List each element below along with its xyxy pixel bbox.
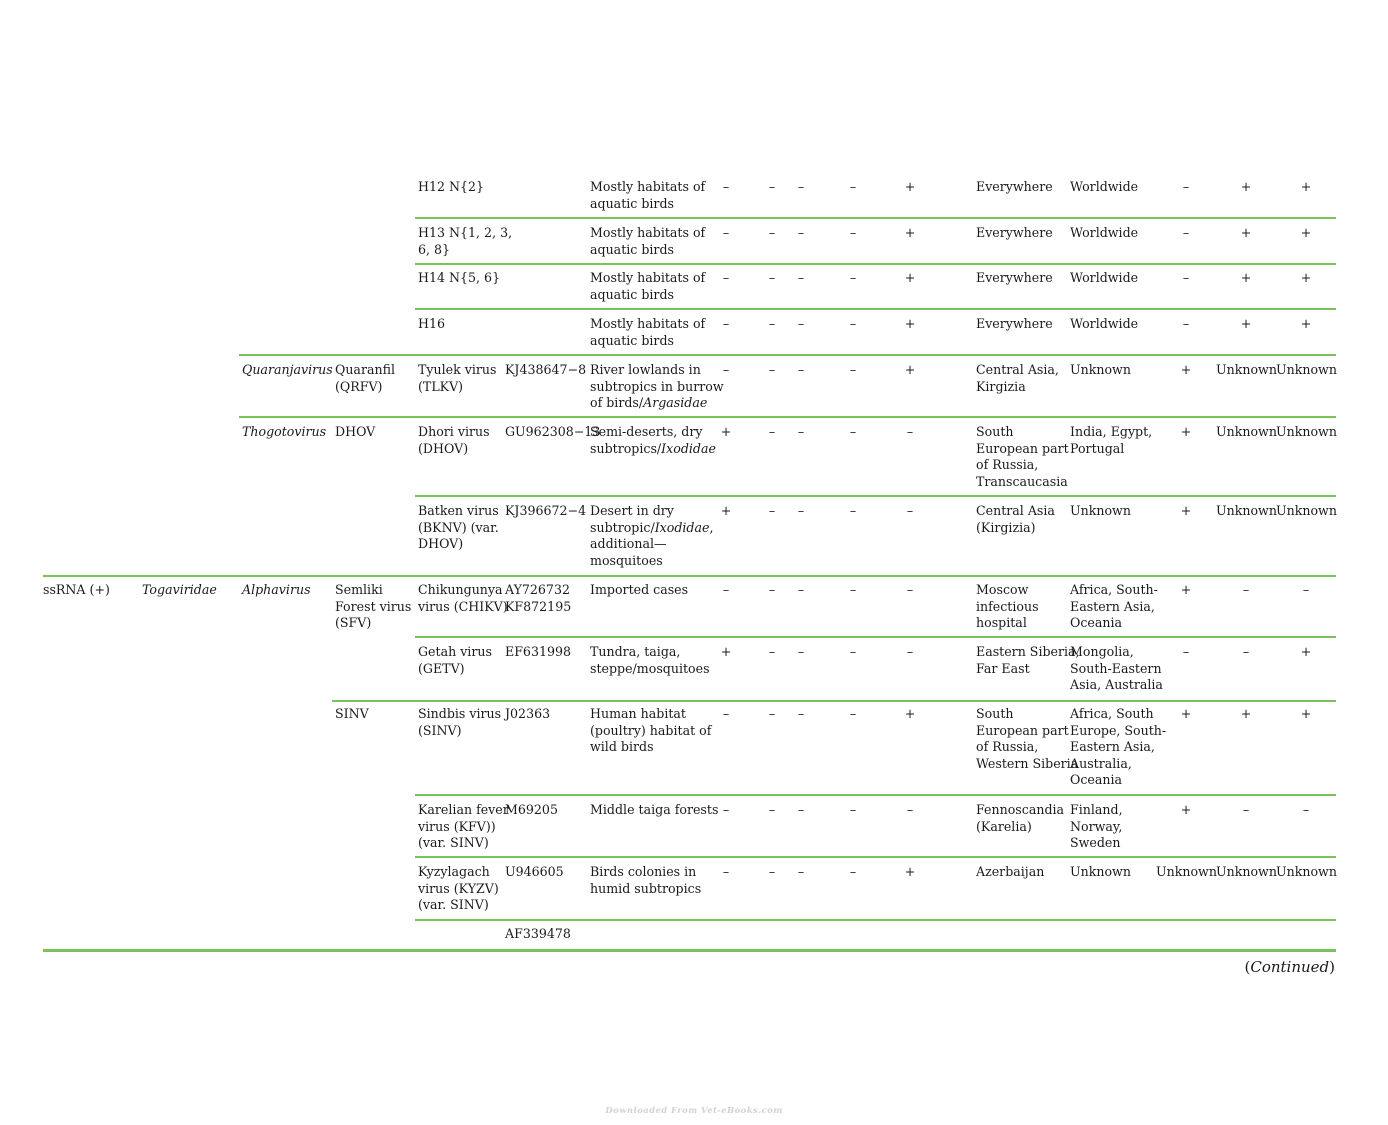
- cell-distribution-world: Africa, South Europe, South- Eastern Asia, Australia, Oceania: [1070, 706, 1167, 788]
- cell-c2: Unknown: [1216, 503, 1277, 518]
- row-divider: [43, 575, 1336, 577]
- cell-genus: Quaranjavirus: [242, 362, 333, 377]
- cell-p3: –: [797, 644, 805, 659]
- cell-distribution-world: Africa, South- Eastern Asia, Oceania: [1070, 582, 1158, 631]
- cell-p3: –: [797, 864, 805, 879]
- cell-distribution-world: Finland, Norway, Sweden: [1070, 802, 1123, 851]
- cell-name: H13 N{1, 2, 3, 6, 8}: [418, 225, 513, 257]
- cell-p1: +: [720, 644, 732, 659]
- row-divider: [239, 354, 1336, 356]
- cell-distribution-world: Unknown: [1070, 864, 1131, 879]
- cell-p1: –: [722, 582, 730, 597]
- cell-p1: –: [722, 270, 730, 285]
- cell-c3: +: [1300, 179, 1312, 194]
- cell-p4: –: [849, 864, 857, 879]
- cell-c3: +: [1300, 316, 1312, 331]
- cell-distribution-world: Worldwide: [1070, 270, 1139, 285]
- cell-distribution-russia: South European part of Russia, Transcaucasia: [976, 424, 1069, 489]
- cell-c2: Unknown: [1216, 424, 1277, 439]
- cell-name: H16: [418, 316, 446, 331]
- cell-distribution-world: India, Egypt, Portugal: [1070, 424, 1153, 456]
- row-divider: [415, 217, 1336, 219]
- row-divider: [415, 919, 1336, 921]
- cell-c1: Unknown: [1156, 864, 1217, 879]
- cell-c2: Unknown: [1216, 864, 1277, 879]
- cell-c1: –: [1182, 179, 1190, 194]
- cell-accession: AF339478: [505, 926, 571, 941]
- cell-c2: +: [1240, 225, 1252, 240]
- cell-accession: U946605: [505, 864, 564, 879]
- row-divider: [415, 636, 1336, 638]
- cell-p2: –: [768, 706, 776, 721]
- cell-distribution-russia: Azerbaijan: [976, 864, 1045, 879]
- cell-c2: Unknown: [1216, 362, 1277, 377]
- cell-c2: –: [1242, 582, 1250, 597]
- continued-note: (Continued): [1244, 958, 1335, 976]
- cell-c1: +: [1180, 582, 1192, 597]
- cell-p1: +: [720, 424, 732, 439]
- cell-p5: +: [904, 179, 916, 194]
- cell-genus: Alphavirus: [242, 582, 311, 597]
- cell-p4: –: [849, 179, 857, 194]
- cell-c1: +: [1180, 362, 1192, 377]
- cell-accession: KJ438647−8: [505, 362, 587, 377]
- cell-group: SINV: [335, 706, 369, 721]
- cell-c3: Unknown: [1276, 424, 1337, 439]
- cell-distribution-russia: Eastern Siberia, Far East: [976, 644, 1080, 676]
- cell-distribution-russia: Everywhere: [976, 270, 1053, 285]
- cell-p5: +: [904, 225, 916, 240]
- cell-c1: +: [1180, 503, 1192, 518]
- cell-p4: –: [849, 503, 857, 518]
- cell-p2: –: [768, 179, 776, 194]
- cell-p3: –: [797, 706, 805, 721]
- cell-p4: –: [849, 706, 857, 721]
- cell-distribution-russia: Everywhere: [976, 316, 1053, 331]
- cell-group: DHOV: [335, 424, 376, 439]
- cell-habitat: Mostly habitats of aquatic birds: [590, 179, 706, 211]
- cell-c3: +: [1300, 225, 1312, 240]
- cell-p5: +: [904, 316, 916, 331]
- cell-p5: +: [904, 362, 916, 377]
- row-divider: [332, 700, 1336, 702]
- cell-habitat: Tundra, taiga, steppe/mosquitoes: [590, 644, 710, 676]
- cell-distribution-world: Worldwide: [1070, 225, 1139, 240]
- cell-p3: –: [797, 582, 805, 597]
- cell-habitat: Imported cases: [590, 582, 689, 597]
- cell-p2: –: [768, 582, 776, 597]
- cell-group: Semliki Forest virus (SFV): [335, 582, 412, 631]
- cell-accession: AY726732 KF872195: [505, 582, 572, 614]
- cell-distribution-russia: Fennoscandia (Karelia): [976, 802, 1065, 834]
- cell-p5: –: [906, 802, 914, 817]
- cell-p1: –: [722, 362, 730, 377]
- cell-c1: –: [1182, 316, 1190, 331]
- cell-name: Dhori virus (DHOV): [418, 424, 490, 456]
- cell-p1: –: [722, 316, 730, 331]
- cell-distribution-world: Worldwide: [1070, 316, 1139, 331]
- cell-genome: ssRNA (+): [43, 582, 110, 597]
- cell-p4: –: [849, 270, 857, 285]
- watermark: Downloaded From Vet-eBooks.com: [605, 1106, 783, 1116]
- cell-c2: +: [1240, 316, 1252, 331]
- cell-c3: +: [1300, 270, 1312, 285]
- cell-p2: –: [768, 864, 776, 879]
- cell-distribution-world: Unknown: [1070, 362, 1131, 377]
- cell-habitat: Mostly habitats of aquatic birds: [590, 270, 706, 302]
- cell-family: Togaviridae: [142, 582, 217, 597]
- cell-habitat: Mostly habitats of aquatic birds: [590, 225, 706, 257]
- cell-distribution-russia: Central Asia, Kirgizia: [976, 362, 1059, 394]
- cell-p2: –: [768, 225, 776, 240]
- cell-accession: M69205: [505, 802, 558, 817]
- cell-p3: –: [797, 503, 805, 518]
- cell-name: Batken virus (BKNV) (var. DHOV): [418, 503, 499, 552]
- cell-habitat: Mostly habitats of aquatic birds: [590, 316, 706, 348]
- cell-accession: GU962308−13: [505, 424, 601, 439]
- cell-p5: +: [904, 706, 916, 721]
- cell-name: Sindbis virus (SINV): [418, 706, 502, 738]
- cell-habitat: Middle taiga forests: [590, 802, 719, 817]
- cell-c3: –: [1302, 582, 1310, 597]
- cell-p5: –: [906, 503, 914, 518]
- cell-c2: +: [1240, 179, 1252, 194]
- cell-name: Tyulek virus (TLKV): [418, 362, 497, 394]
- cell-distribution-russia: Everywhere: [976, 225, 1053, 240]
- cell-p5: –: [906, 424, 914, 439]
- cell-p3: –: [797, 270, 805, 285]
- cell-p4: –: [849, 225, 857, 240]
- cell-p5: –: [906, 582, 914, 597]
- cell-c1: +: [1180, 706, 1192, 721]
- cell-p3: –: [797, 316, 805, 331]
- cell-p4: –: [849, 582, 857, 597]
- cell-c3: +: [1300, 706, 1312, 721]
- cell-c3: Unknown: [1276, 864, 1337, 879]
- cell-distribution-russia: Central Asia (Kirgizia): [976, 503, 1055, 535]
- cell-p2: –: [768, 644, 776, 659]
- cell-genus: Thogotovirus: [242, 424, 327, 439]
- cell-habitat: River lowlands in subtropics in burrow of birds/Argasidae: [590, 362, 724, 411]
- cell-name: Getah virus (GETV): [418, 644, 492, 676]
- row-divider: [415, 794, 1336, 796]
- cell-p4: –: [849, 802, 857, 817]
- cell-p5: +: [904, 864, 916, 879]
- row-divider: [239, 416, 1336, 418]
- cell-p2: –: [768, 424, 776, 439]
- cell-habitat: Human habitat (poultry) habitat of wild birds: [590, 706, 712, 755]
- cell-c3: Unknown: [1276, 362, 1337, 377]
- cell-distribution-russia: South European part of Russia, Western Siberia: [976, 706, 1079, 771]
- cell-c2: +: [1240, 270, 1252, 285]
- cell-group: Quaranfil (QRFV): [335, 362, 396, 394]
- cell-c2: –: [1242, 644, 1250, 659]
- cell-distribution-russia: Moscow infectious hospital: [976, 582, 1039, 631]
- cell-habitat: Semi-deserts, dry subtropics/Ixodidae: [590, 424, 716, 456]
- cell-distribution-world: Mongolia, South-Eastern Asia, Australia: [1070, 644, 1163, 693]
- cell-p2: –: [768, 316, 776, 331]
- cell-p1: –: [722, 225, 730, 240]
- cell-p1: –: [722, 179, 730, 194]
- cell-p4: –: [849, 362, 857, 377]
- cell-p2: –: [768, 802, 776, 817]
- row-divider: [415, 308, 1336, 310]
- cell-p1: +: [720, 503, 732, 518]
- cell-name: Karelian fever virus (KFV)) (var. SINV): [418, 802, 509, 851]
- cell-p3: –: [797, 802, 805, 817]
- cell-p2: –: [768, 362, 776, 377]
- cell-p4: –: [849, 424, 857, 439]
- cell-p2: –: [768, 270, 776, 285]
- cell-c3: Unknown: [1276, 503, 1337, 518]
- cell-name: Kyzylagach virus (KYZV) (var. SINV): [418, 864, 499, 913]
- cell-c2: –: [1242, 802, 1250, 817]
- row-divider: [43, 949, 1336, 952]
- cell-name: H12 N{2}: [418, 179, 485, 194]
- cell-p4: –: [849, 644, 857, 659]
- cell-p4: –: [849, 316, 857, 331]
- cell-accession: KJ396672−4: [505, 503, 587, 518]
- cell-c1: –: [1182, 644, 1190, 659]
- cell-name: Chikungunya virus (CHIKV): [418, 582, 508, 614]
- cell-distribution-russia: Everywhere: [976, 179, 1053, 194]
- row-divider: [415, 856, 1336, 858]
- cell-c3: +: [1300, 644, 1312, 659]
- cell-p3: –: [797, 362, 805, 377]
- cell-c2: +: [1240, 706, 1252, 721]
- row-divider: [415, 495, 1336, 497]
- cell-accession: J02363: [505, 706, 551, 721]
- cell-p5: –: [906, 644, 914, 659]
- cell-p3: –: [797, 225, 805, 240]
- cell-c3: –: [1302, 802, 1310, 817]
- cell-p3: –: [797, 179, 805, 194]
- cell-name: H14 N{5, 6}: [418, 270, 501, 285]
- cell-distribution-world: Unknown: [1070, 503, 1131, 518]
- cell-p1: –: [722, 864, 730, 879]
- cell-p5: +: [904, 270, 916, 285]
- cell-p1: –: [722, 802, 730, 817]
- cell-c1: +: [1180, 802, 1192, 817]
- cell-p3: –: [797, 424, 805, 439]
- cell-p1: –: [722, 706, 730, 721]
- row-divider: [415, 263, 1336, 265]
- cell-accession: EF631998: [505, 644, 572, 659]
- cell-distribution-world: Worldwide: [1070, 179, 1139, 194]
- cell-c1: –: [1182, 225, 1190, 240]
- cell-p2: –: [768, 503, 776, 518]
- cell-c1: –: [1182, 270, 1190, 285]
- cell-habitat: Birds colonies in humid subtropics: [590, 864, 702, 896]
- cell-c1: +: [1180, 424, 1192, 439]
- cell-habitat: Desert in dry subtropic/Ixodidae, additional— mosquitoes: [590, 503, 714, 568]
